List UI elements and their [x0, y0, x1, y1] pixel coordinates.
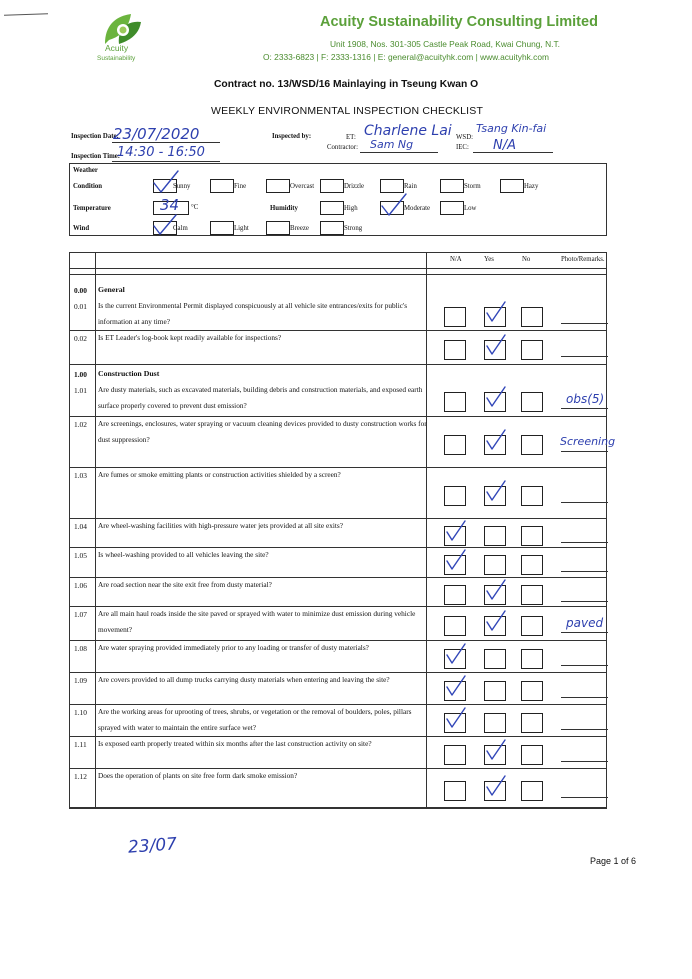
answer-box-yes[interactable] [484, 526, 506, 546]
temperature-label: Temperature [73, 205, 111, 212]
answer-checkmark-icon [483, 579, 509, 603]
date-underline [112, 142, 220, 143]
item-question: Is ET Leader's log-book kept readily available for inspections? [98, 333, 282, 342]
option-hazy: Hazy [524, 183, 539, 190]
answer-box-no[interactable] [521, 486, 543, 506]
remarks-line[interactable] [561, 665, 608, 666]
et-label: ET: [346, 134, 356, 141]
scan-mark [4, 13, 48, 16]
answer-box-na[interactable] [444, 745, 466, 765]
answer-box-yes[interactable] [484, 681, 506, 701]
answer-box-no[interactable] [521, 681, 543, 701]
option-wind-calm: Calm [173, 225, 188, 232]
answer-checkmark-icon [483, 429, 509, 453]
answer-checkmark-icon [483, 480, 509, 504]
item-question: Are covers provided to all dump trucks carrying dusty materials when entering and leaving the site? [98, 675, 390, 684]
option-wind-breeze: Breeze [290, 225, 309, 232]
company-contact: O: 2333-6823 | F: 2333-1316 | E: general@acuityhk.com | www.acuityhk.com [263, 52, 549, 62]
et-value: Charlene Lai [364, 123, 452, 139]
item-number: 1.10 [74, 708, 87, 717]
item-number: 1.05 [74, 551, 87, 560]
inspection-date-label: Inspection Date: [71, 133, 119, 140]
remarks-value: paved [566, 616, 604, 630]
wind-label: Wind [73, 225, 90, 232]
option-fine: Fine [234, 183, 247, 190]
option-wind-strong: Strong [344, 225, 363, 232]
remarks-line[interactable] [561, 761, 608, 762]
item-number: 1.01 [74, 386, 87, 395]
logo [95, 10, 155, 68]
item-number: 0.02 [74, 334, 87, 343]
item-number: 1.06 [74, 581, 87, 590]
checkbox-wind-breeze[interactable] [266, 221, 290, 235]
inspected-by-label: Inspected by: [272, 133, 312, 140]
contract-title: Contract no. 13/WSD/16 Mainlaying in Tseung Kwan O [214, 79, 479, 90]
answer-box-no[interactable] [521, 745, 543, 765]
item-question: Are the working areas for uprooting of trees, shrubs, or vegetation or the removal of boulders, poles, pillars sprayed with water to maintain the entire surface wet? [98, 707, 412, 732]
item-question: Are fumes or smoke emitting plants or construction activities shielded by a screen? [98, 470, 341, 479]
contractor-label: Contractor: [327, 144, 358, 151]
column-header-1: Yes [484, 256, 494, 263]
remarks-line[interactable] [561, 502, 608, 503]
answer-box-no[interactable] [521, 649, 543, 669]
item-question: Are dusty materials, such as excavated materials, building debris and construction materials, and exposed earth surface properly covered to prevent dust emission? [98, 385, 423, 410]
checkbox-overcast[interactable] [266, 179, 290, 193]
remarks-line[interactable] [561, 797, 608, 798]
answer-checkmark-icon [483, 334, 509, 358]
section-number: 0.00 [74, 286, 87, 295]
remarks-line[interactable] [561, 323, 608, 324]
remarks-line[interactable] [561, 601, 608, 602]
checkbox-wind-strong[interactable] [320, 221, 344, 235]
company-name: Acuity Sustainability Consulting Limited [320, 14, 598, 30]
column-header-3: Photo/Remarks. [561, 256, 605, 263]
answer-box-no[interactable] [521, 435, 543, 455]
answer-box-na[interactable] [444, 307, 466, 327]
option-sunny: Sunny [173, 183, 191, 190]
checkbox-storm[interactable] [440, 179, 464, 193]
column-header-2: No [522, 256, 531, 263]
section-title: Construction Dust [98, 369, 160, 378]
time-underline [112, 161, 220, 162]
answer-box-no[interactable] [521, 713, 543, 733]
answer-checkmark-icon [483, 386, 509, 410]
answer-box-no[interactable] [521, 526, 543, 546]
answer-box-no[interactable] [521, 781, 543, 801]
inspection-time-value: 14:30 - 16:50 [117, 145, 205, 160]
answer-box-na[interactable] [444, 585, 466, 605]
table-header-line-2 [69, 274, 607, 275]
table-divider-num [95, 252, 96, 808]
moderate-checkmark-icon [378, 191, 410, 217]
logo-text-primary: Acuity [105, 43, 129, 53]
sunny-checkmark-icon [150, 168, 182, 194]
calm-checkmark-icon [150, 212, 180, 236]
answer-box-no[interactable] [521, 392, 543, 412]
answer-box-na[interactable] [444, 486, 466, 506]
answer-box-yes[interactable] [484, 555, 506, 575]
checkbox-drizzle[interactable] [320, 179, 344, 193]
checkbox-humidity-low[interactable] [440, 201, 464, 215]
item-question: Is the current Environmental Permit displayed conspicuously at all vehicle site entrances/exits for public's information at any time? [98, 301, 408, 326]
row-separator [69, 808, 607, 809]
iec-label: IEC: [456, 144, 469, 151]
remarks-line[interactable] [561, 632, 608, 633]
answer-box-na[interactable] [444, 616, 466, 636]
item-question: Is exposed earth properly treated within six months after the last construction activity on site? [98, 739, 372, 748]
option-humidity-moderate: Moderate [404, 205, 431, 212]
checkbox-hazy[interactable] [500, 179, 524, 193]
leaf-logo-icon [95, 10, 155, 46]
answer-checkmark-icon [483, 775, 509, 799]
answer-box-na[interactable] [444, 781, 466, 801]
wsd-underline [473, 152, 553, 153]
item-number: 1.07 [74, 610, 87, 619]
humidity-label: Humidity [270, 205, 298, 212]
item-number: 1.04 [74, 522, 87, 531]
answer-box-no[interactable] [521, 555, 543, 575]
wsd-label: WSD: [456, 134, 473, 141]
item-number: 1.08 [74, 644, 87, 653]
item-question: Does the operation of plants on site free form dark smoke emission? [98, 771, 298, 780]
answer-box-no[interactable] [521, 307, 543, 327]
inspection-date-value: 23/07/2020 [113, 125, 200, 143]
answer-checkmark-icon [443, 643, 469, 667]
answer-box-yes[interactable] [484, 713, 506, 733]
answer-box-no[interactable] [521, 340, 543, 360]
contractor-value: Sam Ng [370, 138, 414, 151]
item-question: Are road section near the site exit free from dusty material? [98, 580, 272, 589]
section-number: 1.00 [74, 370, 87, 379]
remarks-line[interactable] [561, 729, 608, 730]
wsd-value: Tsang Kin-fai [476, 122, 547, 135]
temperature-unit: °C [191, 204, 199, 211]
answer-box-no[interactable] [521, 616, 543, 636]
answer-checkmark-icon [443, 549, 469, 573]
item-number: 1.11 [74, 740, 87, 749]
answer-box-na[interactable] [444, 435, 466, 455]
item-number: 0.01 [74, 302, 87, 311]
answer-box-no[interactable] [521, 585, 543, 605]
answer-checkmark-icon [483, 739, 509, 763]
option-wind-light: Light [234, 225, 249, 232]
table-header-line [69, 268, 607, 269]
section-title: General [98, 285, 125, 294]
remarks-line[interactable] [561, 571, 608, 572]
condition-label: Condition [73, 183, 103, 190]
row-separator [69, 364, 607, 365]
item-question: Are screenings, enclosures, water spraying or vacuum cleaning devices provided to dusty construction works for dust suppression? [98, 419, 427, 444]
answer-checkmark-icon [443, 675, 469, 699]
answer-checkmark-icon [483, 610, 509, 634]
item-number: 1.03 [74, 471, 87, 480]
handwritten-date: 23/07 [127, 834, 178, 858]
answer-box-na[interactable] [444, 392, 466, 412]
remarks-value: obs(5) [566, 392, 605, 406]
answer-box-yes[interactable] [484, 649, 506, 669]
option-drizzle: Drizzle [344, 183, 364, 190]
weather-heading: Weather [73, 167, 98, 174]
item-question: Are all main haul roads inside the site paved or sprayed with water to minimize dust emission during vehicle movement? [98, 609, 416, 634]
answer-checkmark-icon [483, 301, 509, 325]
remarks-line[interactable] [561, 451, 608, 452]
item-number: 1.09 [74, 676, 87, 685]
temperature-value: 34 [160, 196, 180, 214]
checkbox-fine[interactable] [210, 179, 234, 193]
item-question: Are water spraying provided immediately prior to any loading or transfer of dusty materials? [98, 643, 369, 652]
remarks-value: Screening [560, 434, 616, 448]
answer-checkmark-icon [443, 520, 469, 544]
item-number: 1.12 [74, 772, 87, 781]
remarks-line[interactable] [561, 408, 608, 409]
remarks-line[interactable] [561, 542, 608, 543]
company-address: Unit 1908, Nos. 301-305 Castle Peak Road, Kwai Chung, N.T. [330, 39, 560, 49]
option-humidity-high: High [344, 205, 358, 212]
inspection-time-label: Inspection Time: [71, 153, 121, 160]
option-storm: Storm [464, 183, 481, 190]
page-number: Page 1 of 6 [590, 856, 637, 866]
remarks-line[interactable] [561, 356, 608, 357]
option-overcast: Overcast [290, 183, 315, 190]
item-number: 1.02 [74, 420, 87, 429]
answer-checkmark-icon [443, 707, 469, 731]
item-question: Are wheel-washing facilities with high-pressure water jets provided at all site exits? [98, 521, 343, 530]
option-humidity-low: Low [464, 205, 477, 212]
iec-value: N/A [493, 138, 516, 153]
option-rain: Rain [404, 183, 417, 190]
item-question: Is wheel-washing provided to all vehicles leaving the site? [98, 550, 269, 559]
remarks-line[interactable] [561, 697, 608, 698]
answer-box-na[interactable] [444, 340, 466, 360]
logo-text-secondary: Sustainability [97, 55, 136, 62]
checkbox-wind-light[interactable] [210, 221, 234, 235]
inspected-by-underline [360, 152, 438, 153]
checklist-title: WEEKLY ENVIRONMENTAL INSPECTION CHECKLIST [211, 105, 484, 117]
checkbox-humidity-high[interactable] [320, 201, 344, 215]
column-header-0: N/A [450, 256, 462, 263]
